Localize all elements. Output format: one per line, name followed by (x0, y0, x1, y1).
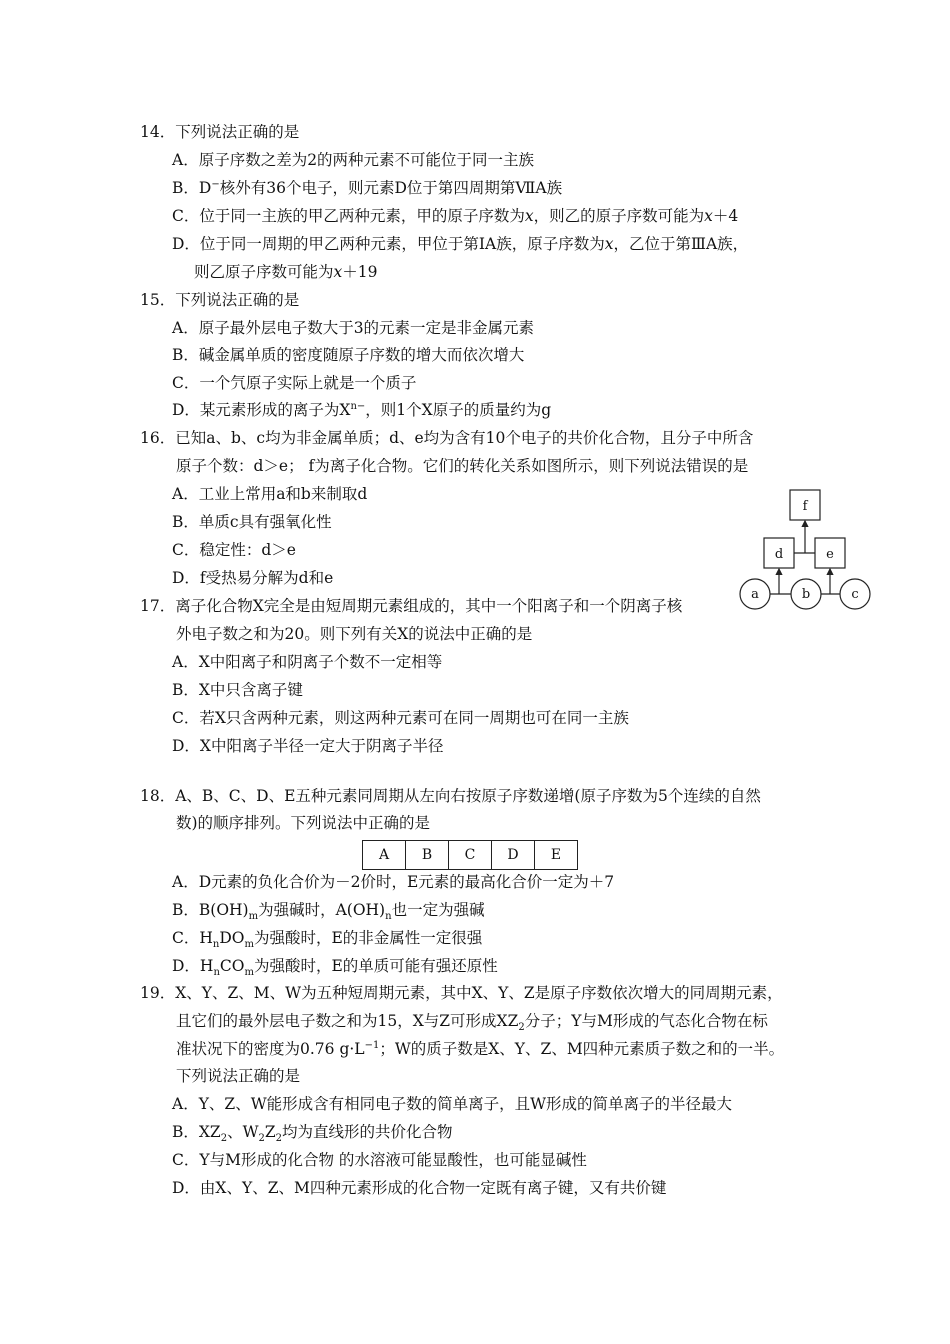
q18-stem-line1: 18．A、B、C、D、E五种元素同周期从左向右按原子序数递增(原子序数为5个连续的自然 (140, 787, 761, 805)
q18-stem-line2: 数)的顺序排列。下列说法中正确的是 (176, 814, 431, 832)
table-cell-e: E (535, 841, 578, 870)
q14-option-a: A．原子序数之差为2的两种元素不可能位于同一主族 (172, 151, 535, 169)
q14-option-b: B．D−核外有36个电子，则元素D位于第四周期第ⅦA族 (172, 178, 563, 197)
diagram-label-e: e (826, 547, 834, 562)
diagram-label-c: c (851, 587, 859, 602)
q18-option-c: C．$H_nDO_m$为强酸时，E的非金属性一定很强 (172, 929, 483, 951)
diagram-label-f: f (802, 499, 808, 514)
q15-option-a: A．原子最外层电子数大于3的元素一定是非金属元素 (172, 319, 535, 337)
q15-option-c: C．一个氕原子实际上就是一个质子 (172, 374, 417, 392)
q19-stem-line2: 且它们的最外层电子数之和为15，X与Z可形成$XZ_2$分子；Y与M形成的气态化合物在标 (176, 1012, 768, 1034)
q15-stem: 15．下列说法正确的是 (140, 291, 300, 309)
q15-option-d: D．某元素形成的离子为$X^{n-}$，则1个X原子的质量约为g (172, 400, 552, 419)
diagram-label-b: b (801, 587, 811, 602)
q14-option-d: D．位于同一周期的甲乙两种元素，甲位于第ⅠA族，原子序数为x，乙位于第ⅢA族， (172, 235, 749, 253)
q16-stem-line2: 原子个数：d＞e； f为离子化合物。它们的转化关系如图所示，则下列说法错误的是 (176, 457, 749, 475)
q16-option-a: A．工业上常用a和b来制取d (172, 485, 368, 503)
diagram-label-d: d (774, 547, 784, 562)
q15-option-b: B．碱金属单质的密度随原子序数的增大而依次增大 (172, 346, 525, 364)
diagram-label-a: a (751, 587, 759, 602)
table-cell-c: C (449, 841, 492, 870)
q18-option-b: B．$B(OH)_m$为强碱时，$A(OH)_n$也一定为强碱 (172, 901, 485, 923)
q19-option-c: C．Y与M形成的化合物 的水溶液可能显酸性，也可能显碱性 (172, 1151, 587, 1169)
q19-stem-line4: 下列说法正确的是 (176, 1067, 301, 1085)
q16-option-d: D．f受热易分解为d和e (172, 569, 334, 587)
q17-option-d: D．X中阳离子半径一定大于阴离子半径 (172, 737, 444, 755)
q14-stem: 14．下列说法正确的是 (140, 123, 300, 141)
q16-stem-line1: 16．已知a、b、c均为非金属单质；d、e均为含有10个电子的共价化合物，且分子中所含 (140, 429, 754, 447)
q14-option-d-continued: 则乙原子序数可能为x＋19 (194, 263, 378, 281)
q14-option-c: C．位于同一主族的甲乙两种元素，甲的原子序数为x，则乙的原子序数可能为x＋4 (172, 207, 739, 225)
q18-option-d: D．$H_nCO_m$为强酸时，E的单质可能有强还原性 (172, 957, 498, 979)
q19-stem-line1: 19．X、Y、Z、M、W为五种短周期元素，其中X、Y、Z是原子序数依次增大的同周期元素， (140, 984, 783, 1002)
table-cell-b: B (406, 841, 449, 870)
q18-element-table (362, 840, 578, 870)
q17-stem-line1: 17．离子化合物X完全是由短周期元素组成的，其中一个阳离子和一个阴离子核 (140, 597, 683, 615)
q16-transformation-diagram (738, 488, 872, 612)
q16-option-b: B．单质c具有强氧化性 (172, 513, 332, 531)
table-cell-d: D (492, 841, 535, 870)
q18-option-a: A．D元素的负化合价为－2价时，E元素的最高化合价一定为＋7 (172, 873, 615, 891)
q16-option-c: C．稳定性：d＞e (172, 541, 296, 559)
q17-stem-line2: 外电子数之和为20。则下列有关X的说法中正确的是 (176, 625, 533, 643)
q19-option-a: A．Y、Z、W能形成含有相同电子数的简单离子，且W形成的简单离子的半径最大 (172, 1095, 733, 1113)
q17-option-b: B．X中只含离子键 (172, 681, 303, 699)
q19-option-d: D．由X、Y、Z、M四种元素形成的化合物一定既有离子键，又有共价键 (172, 1179, 667, 1197)
q19-stem-line3: 准状况下的密度为0.76 $g\cdot L^{-1}$；W的质子数是X、Y、Z、M四种元素质子数之和的一半。 (176, 1039, 785, 1058)
q17-option-a: A．X中阳离子和阴离子个数不一定相等 (172, 653, 443, 671)
q19-option-b: B．$XZ_2$、$W_2Z_2$均为直线形的共价化合物 (172, 1123, 453, 1145)
table-cell-a: A (363, 841, 406, 870)
q17-option-c: C．若X只含两种元素，则这两种元素可在同一周期也可在同一主族 (172, 709, 629, 727)
